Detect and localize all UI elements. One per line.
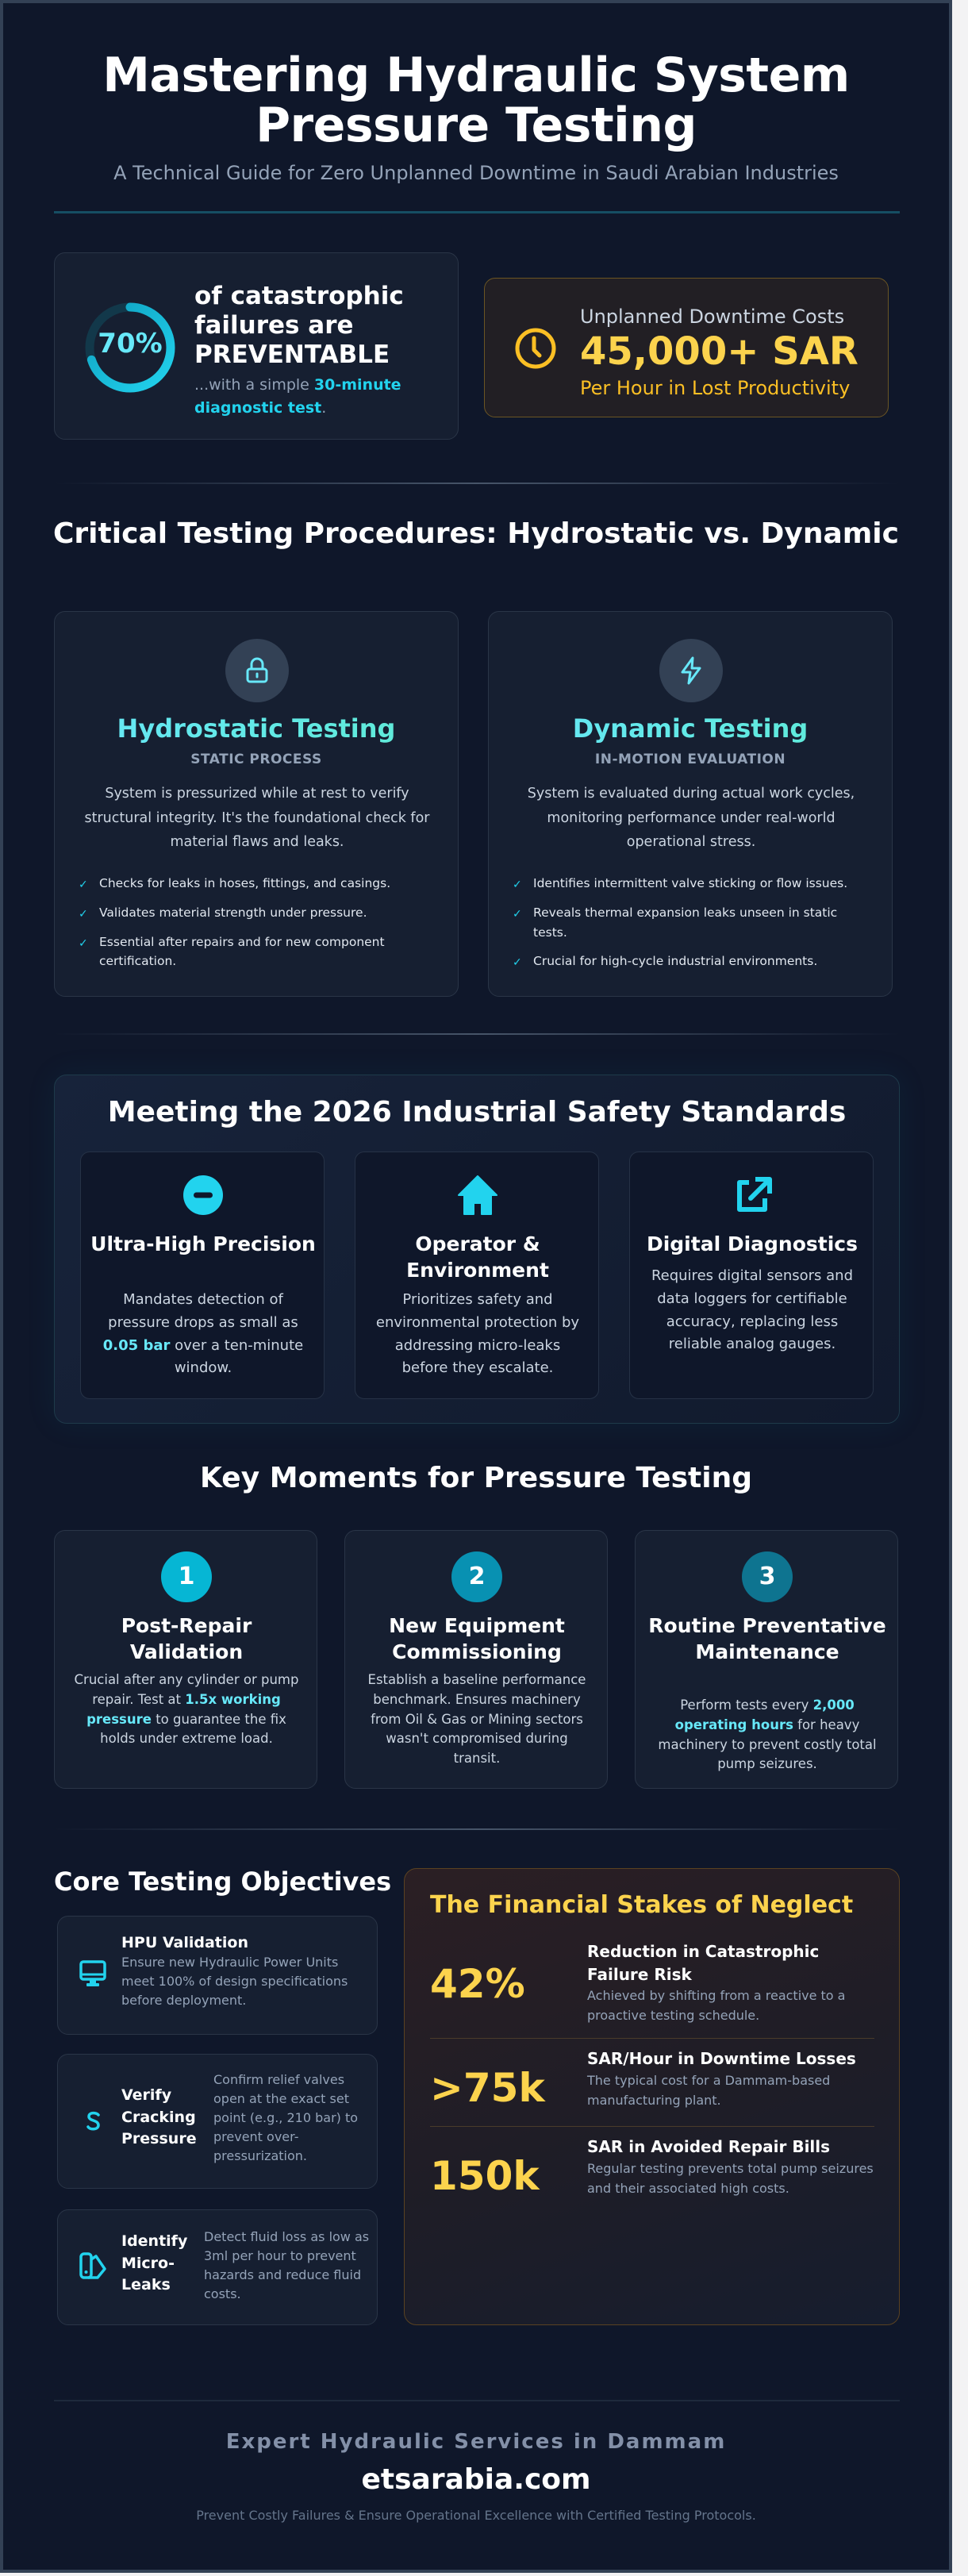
bullet-text: Reveals thermal expansion leaks unseen in static tests. [533, 905, 838, 940]
bullet-item [513, 903, 862, 943]
financial-row-title: Reduction in Catastrophic Failure Risk [587, 1942, 820, 1984]
desc-prefix: Mandates detection of pressure drops as small as [108, 1291, 298, 1331]
headline-line-3: PREVENTABLE [194, 340, 390, 370]
check-icon: ✓ [513, 956, 522, 970]
financial-row-title: SAR in Avoided Repair Bills [587, 2137, 831, 2156]
key-moment-title: New Equipment Commissioning [389, 1614, 565, 1663]
headline-line-1: of catastrophic [194, 282, 404, 310]
procedure-bullets [79, 874, 428, 981]
desc-highlight: 2,000 operating hours [674, 1697, 855, 1732]
key-moment-card-3 [635, 1530, 898, 1789]
objective-title: HPU Validation [121, 1934, 248, 1951]
step-number-badge: 1 [161, 1551, 212, 1602]
financial-row-description: Achieved by shifting from a reactive to a proactive testing schedule. [587, 1988, 846, 2023]
subtext-prefix: ...with a simple [194, 376, 314, 394]
objective-card-cracking-pressure [57, 2054, 378, 2189]
title-line-1: Mastering Hydraulic System [102, 48, 850, 103]
financial-value: >75k [430, 2065, 545, 2111]
bullet-text: Checks for leaks in hoses, fittings, and casings. [99, 876, 391, 890]
minus-circle-icon [182, 1175, 224, 1216]
desc-highlight: 0.05 bar [102, 1336, 171, 1354]
preventable-stat-card [54, 252, 459, 440]
objective-title: Identify Micro-Leaks [121, 2232, 188, 2294]
desc-suffix: for heavy machinery to prevent costly total pump seizures. [658, 1717, 877, 1772]
financial-value: 150k [430, 2153, 540, 2199]
row-divider [430, 2126, 874, 2127]
footer-tagline: Expert Hydraulic Services in Dammam [225, 2430, 727, 2454]
lightning-icon-badge [659, 639, 723, 702]
financial-title: The Financial Stakes of Neglect [430, 1891, 854, 1919]
core-objectives-title: Core Testing Objectives [54, 1867, 392, 1897]
desc-prefix: Crucial after any cylinder or pump repair. Test at [74, 1672, 299, 1707]
financial-stakes-panel [404, 1868, 900, 2325]
bullet-item [79, 874, 428, 894]
procedure-title: Hydrostatic Testing [55, 713, 458, 744]
objective-card-hpu [57, 1916, 378, 2035]
standard-card-environment [355, 1152, 599, 1399]
clock-icon [513, 326, 558, 371]
desc-highlight: 1.5x working pressure [86, 1691, 281, 1727]
bullet-item [79, 932, 428, 972]
footer-divider [54, 2400, 900, 2401]
key-moment-card-1 [54, 1530, 317, 1789]
procedure-subtitle: STATIC PROCESS [190, 752, 322, 767]
financial-row-title: SAR/Hour in Downtime Losses [587, 2049, 856, 2068]
external-link-icon [732, 1175, 773, 1216]
downtime-subtext: Per Hour in Lost Productivity [580, 377, 851, 399]
key-moment-description: Establish a baseline performance benchmark. Ensures machinery from Oil & Gas or Mining sectors wasn't compromised during transit. [367, 1672, 586, 1766]
bullet-text: Crucial for high-cycle industrial environments. [533, 954, 818, 969]
check-icon: ✓ [79, 879, 88, 891]
financial-value: 42% [430, 1961, 525, 2007]
key-moment-description [651, 1696, 883, 1774]
preventable-headline [194, 282, 448, 371]
procedure-description: System is evaluated during actual work cycles, monitoring performance under real-world operational stress. [527, 786, 855, 851]
objective-description: Ensure new Hydraulic Power Units meet 100% of design specifications before deployment. [121, 1955, 348, 2008]
lock-icon [241, 655, 273, 686]
standard-card-digital [629, 1152, 874, 1399]
standard-description [97, 1289, 309, 1380]
check-icon: ✓ [79, 907, 88, 921]
financial-row-description: Regular testing prevents total pump seizures and their associated high costs. [587, 2161, 874, 2196]
footer-note: Prevent Costly Failures & Ensure Operational Excellence with Certified Testing Protocols. [196, 2508, 756, 2523]
row-divider [430, 2038, 874, 2039]
procedures-title: Critical Testing Procedures: Hydrostatic vs. Dynamic [53, 517, 899, 550]
financial-row [430, 2047, 874, 2135]
key-moment-title: Post-Repair Validation [121, 1614, 252, 1663]
check-icon: ✓ [79, 936, 88, 950]
hydrostatic-testing-card [54, 611, 459, 997]
procedure-title: Dynamic Testing [489, 713, 892, 744]
key-moment-title: Routine Preventative Maintenance [648, 1614, 886, 1663]
desc-prefix: Perform tests every [680, 1697, 813, 1713]
desc-suffix: over a ten-minute window. [170, 1336, 304, 1377]
procedure-description: System is pressurized while at rest to verify structural integrity. It's the foundational check for material flaws and leaks. [84, 786, 430, 851]
standard-title: Digital Diagnostics [646, 1232, 859, 1255]
dollar-icon [85, 2107, 102, 2136]
check-icon: ✓ [513, 907, 522, 921]
title-line-2: Pressure Testing [255, 98, 697, 153]
footer-website-link[interactable]: etsarabia.com [361, 2463, 591, 2496]
downtime-label: Unplanned Downtime Costs [580, 306, 845, 328]
dynamic-testing-card [488, 611, 893, 997]
subtext-suffix: . [321, 398, 327, 417]
procedure-bullets [513, 874, 862, 981]
financial-row [430, 2136, 874, 2223]
page-subtitle: A Technical Guide for Zero Unplanned Downtime in Saudi Arabian Industries [113, 162, 839, 184]
objective-description: Detect fluid loss as low as 3ml per hour to prevent hazards and reduce fluid costs. [204, 2229, 370, 2301]
step-number-badge: 2 [451, 1551, 502, 1602]
check-icon: ✓ [513, 879, 522, 891]
monitor-icon [79, 1959, 107, 1988]
bullet-text: Identifies intermittent valve sticking or flow issues. [533, 876, 848, 890]
bullet-item [513, 874, 862, 894]
financial-row [430, 1940, 874, 2036]
lock-icon-badge [225, 639, 289, 702]
step-number-badge: 3 [742, 1551, 793, 1602]
bullet-item [79, 903, 428, 923]
lightning-icon [675, 655, 707, 686]
objective-title: Verify Cracking Pressure [121, 2086, 197, 2148]
safety-standards-panel [54, 1075, 900, 1424]
swatch-icon [79, 2251, 107, 2280]
standard-title: Ultra-High Precision [90, 1232, 316, 1255]
header-divider [54, 211, 900, 213]
standard-card-precision [80, 1152, 325, 1399]
headline-line-2: failures are [194, 311, 354, 340]
standard-description: Requires digital sensors and data loggers for certifiable accuracy, replacing less reliable analog gauges. [651, 1267, 854, 1353]
page-title [3, 48, 949, 153]
financial-row-description: The typical cost for a Dammam-based manufacturing plant. [587, 2073, 831, 2108]
standards-title: Meeting the 2026 Industrial Safety Standards [107, 1096, 847, 1128]
key-moment-card-2 [344, 1530, 608, 1789]
bullet-text: Validates material strength under pressure. [99, 905, 367, 920]
objective-description: Confirm relief valves open at the exact set point (e.g., 210 bar) to prevent over-pressurization. [213, 2072, 359, 2163]
downtime-cost-card [484, 278, 889, 417]
objective-card-micro-leaks [57, 2209, 378, 2325]
desc-suffix: to guarantee the fix holds under extreme load. [100, 1711, 286, 1747]
procedure-subtitle: IN-MOTION EVALUATION [594, 752, 786, 767]
downtime-value: 45,000+ SAR [580, 329, 859, 374]
bullet-text: Essential after repairs and for new component certification. [99, 934, 385, 969]
key-moment-description [71, 1671, 302, 1749]
preventable-percent: 70% [98, 328, 163, 359]
section-divider [54, 483, 900, 484]
section-divider [54, 1033, 900, 1035]
standard-title: Operator & Environment [406, 1232, 549, 1282]
bullet-item [513, 952, 862, 971]
key-moments-title: Key Moments for Pressure Testing [200, 1462, 752, 1494]
subtext-highlight: 30-minute diagnostic test [194, 376, 401, 417]
preventable-subtext [194, 374, 432, 419]
standard-description: Prioritizes safety and environmental protection by addressing micro-leaks before they escalate. [375, 1291, 580, 1377]
section-divider [54, 1828, 900, 1830]
home-icon [457, 1175, 498, 1216]
